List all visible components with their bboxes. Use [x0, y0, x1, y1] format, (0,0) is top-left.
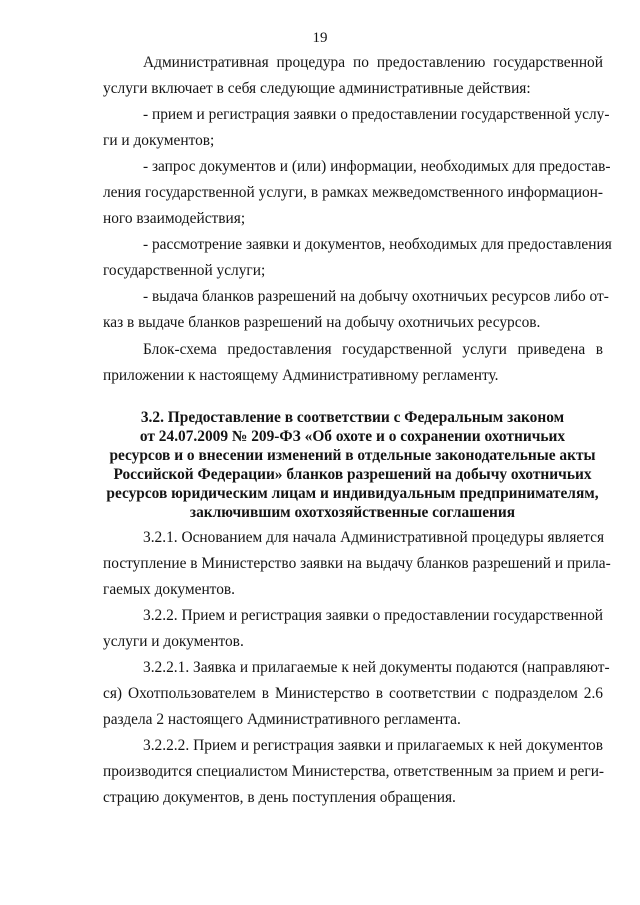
- paragraph-line: Блок-схема предоставления государственной услуги приведена в: [143, 341, 603, 358]
- paragraph-line: гаемых документов.: [103, 581, 236, 598]
- paragraph-line: ления государственной услуги, в рамках межведомственного информацион-: [103, 184, 603, 201]
- page-number: 19: [312, 30, 328, 46]
- paragraph-line: - прием и регистрация заявки о предоставлении государственной услу-: [143, 106, 610, 123]
- paragraph-line: ного взаимодействия;: [103, 210, 246, 227]
- paragraph-line: раздела 2 настоящего Административного регламента.: [103, 711, 461, 728]
- paragraph-line: каз в выдаче бланков разрешений на добычу охотничьих ресурсов.: [103, 314, 541, 331]
- paragraph-line: - рассмотрение заявки и документов, необходимых для предоставления: [143, 236, 612, 253]
- paragraph-line: ги и документов;: [103, 132, 215, 149]
- paragraph-line: 3.2.2.2. Прием и регистрация заявки и прилагаемых к ней документов: [143, 737, 603, 754]
- paragraph-line: страцию документов, в день поступления обращения.: [103, 789, 456, 806]
- paragraph-line: услуги и документов.: [103, 633, 244, 650]
- paragraph-line: государственной услуги;: [103, 262, 266, 279]
- paragraph-line: производится специалистом Министерства, ответственным за прием и реги-: [103, 763, 605, 780]
- section-heading-line: заключившим охотхозяйственные соглашения: [189, 504, 516, 521]
- paragraph-line: 3.2.2. Прием и регистрация заявки о предоставлении государственной: [143, 607, 603, 624]
- paragraph-line: 3.2.1. Основанием для начала Административной процедуры является: [143, 529, 605, 546]
- section-heading-line: 3.2. Предоставление в соответствии с Федеральным законом: [140, 409, 565, 426]
- paragraph-line: поступление в Министерство заявки на выдачу бланков разрешений и прила-: [103, 555, 611, 572]
- paragraph-line: - запрос документов и (или) информации, необходимых для предостав-: [143, 158, 611, 175]
- paragraph-line: приложении к настоящему Административному регламенту.: [103, 367, 499, 384]
- section-heading-line: ресурсов юридическим лицам и индивидуальным предпринимателям,: [106, 485, 599, 502]
- paragraph-line: - выдача бланков разрешений на добычу охотничьих ресурсов либо от-: [143, 288, 609, 305]
- section-heading-line: от 24.07.2009 № 209-ФЗ «Об охоте и о сохранении охотничьих: [139, 428, 566, 445]
- section-heading-line: Российской Федерации» бланков разрешений на добычу охотничьих: [113, 466, 592, 483]
- section-heading-line: ресурсов и о внесении изменений в отдельные законодательные акты: [109, 447, 596, 464]
- paragraph-line: услуги включает в себя следующие административные действия:: [103, 80, 531, 97]
- paragraph-line: ся) Охотпользователем в Министерство в соответствии с подразделом 2.6: [103, 685, 603, 702]
- paragraph-line: Административная процедура по предоставлению государственной: [143, 54, 603, 71]
- paragraph-line: 3.2.2.1. Заявка и прилагаемые к ней документы подаются (направляют-: [143, 659, 610, 676]
